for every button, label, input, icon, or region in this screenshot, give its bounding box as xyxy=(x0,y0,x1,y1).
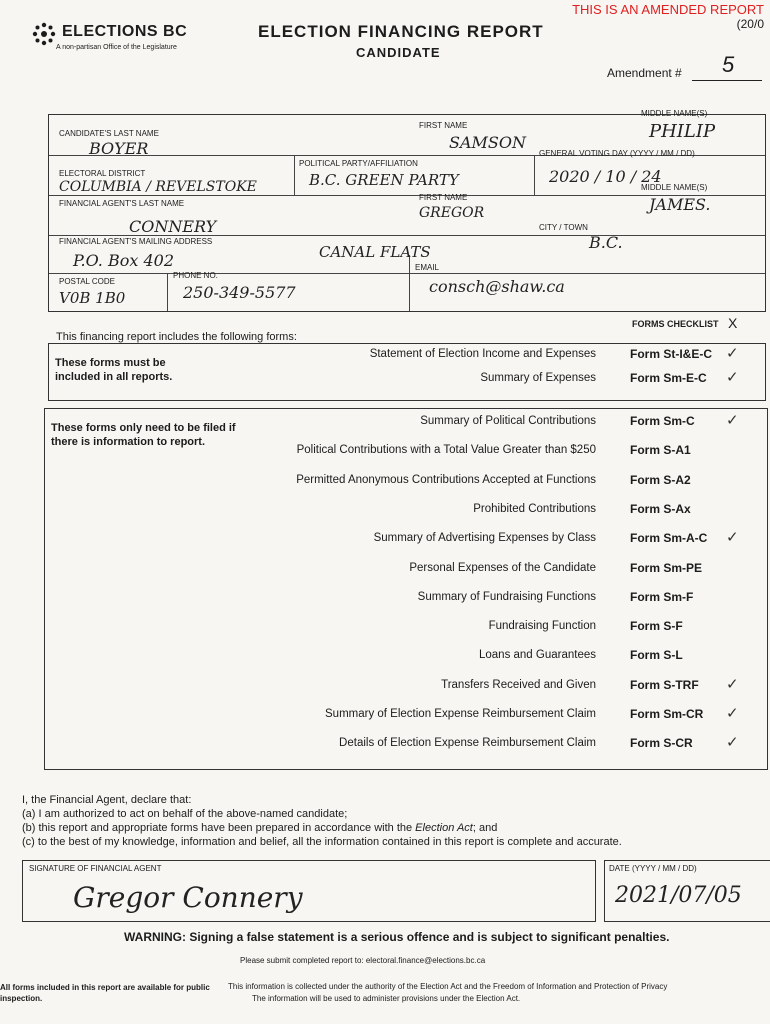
warning-text: WARNING: Signing a false statement is a serious offence and is subject to significant penalties. xyxy=(124,930,670,944)
candidate-middle-name-label: MIDDLE NAME(S) xyxy=(641,109,708,118)
postal-code-label: POSTAL CODE xyxy=(59,277,116,286)
form-row xyxy=(0,620,770,640)
form-description: Political Contributions with a Total Value Greater than $250 xyxy=(296,444,596,457)
form-row xyxy=(0,444,770,464)
form-row xyxy=(0,649,770,669)
logo-star-icon xyxy=(32,22,56,46)
form-check-mark[interactable]: ✓ xyxy=(726,675,739,693)
candidate-first-name-label: FIRST NAME xyxy=(419,121,468,130)
form-code: Form S-CR xyxy=(630,736,693,751)
form-check-mark[interactable]: ✓ xyxy=(726,734,739,752)
form-check-mark[interactable]: ✓ xyxy=(726,412,739,429)
row-divider xyxy=(49,273,765,274)
declaration-b xyxy=(22,821,497,835)
form-code: Form Sm-PE xyxy=(630,560,703,575)
agent-middle-name-label: MIDDLE NAME(S) xyxy=(641,183,708,192)
form-description: Summary of Advertising Expenses by Class xyxy=(373,532,596,545)
forms-intro: This financing report includes the following forms: xyxy=(56,331,297,343)
report-title: ELECTION FINANCING REPORT xyxy=(258,22,544,41)
form-code: Form Sm-C xyxy=(630,414,695,428)
form-code: Form Sm-CR xyxy=(630,707,704,721)
form-code: Form Sm-F xyxy=(630,589,694,604)
form-row xyxy=(0,705,770,728)
form-code: Form S-TRF xyxy=(630,677,699,692)
electoral-district-label: ELECTORAL DISTRICT xyxy=(59,169,146,178)
forms-checklist-mark: X xyxy=(728,315,738,331)
declaration-b-pre: (b) this report and appropriate forms have been prepared in accordance with the xyxy=(22,822,416,834)
declaration-b-post: ; and xyxy=(472,822,498,834)
candidate-info-box xyxy=(48,109,766,312)
declaration-b-act: Election Act xyxy=(415,822,473,834)
form-code: Form S-A1 xyxy=(630,443,691,458)
form-row xyxy=(0,345,770,368)
agent-first-name-label: FIRST NAME xyxy=(419,193,468,202)
signature-date: 2021/07/05 xyxy=(615,883,742,908)
party-label: POLITICAL PARTY/AFFILIATION xyxy=(299,159,418,168)
amendment-label: Amendment # xyxy=(607,66,682,80)
form-check-mark[interactable]: ✓ xyxy=(726,345,739,362)
logo-title: ELECTIONS BC xyxy=(62,23,188,40)
form-code: Form Sm-A-C xyxy=(630,531,708,546)
signature-box[interactable] xyxy=(22,860,596,922)
declaration-intro: I, the Financial Agent, declare that: xyxy=(22,794,192,806)
form-description: Permitted Anonymous Contributions Accepted at Functions xyxy=(296,473,596,486)
amended-notice: THIS IS AN AMENDED REPORT xyxy=(572,2,764,17)
form-code: Form S-L xyxy=(630,648,683,663)
date-box[interactable] xyxy=(604,860,770,922)
candidate-first-name[interactable]: SAMSON xyxy=(449,133,526,152)
form-row xyxy=(0,675,770,699)
form-code: Form S-F xyxy=(630,619,683,634)
col-divider xyxy=(534,155,535,195)
form-description: Transfers Received and Given xyxy=(441,678,596,691)
form-description: Summary of Expenses xyxy=(480,372,596,384)
form-code: Form S-A2 xyxy=(630,472,691,487)
submit-text: Please submit completed report to: electoral.finance@elections.bc.ca xyxy=(240,956,486,965)
agent-address-label: FINANCIAL AGENT'S MAILING ADDRESS xyxy=(59,237,213,246)
agent-middle-name[interactable]: JAMES. xyxy=(649,195,711,214)
form-check-mark[interactable]: ✓ xyxy=(726,369,739,386)
form-row xyxy=(0,529,770,552)
agent-last-name-label: FINANCIAL AGENT'S LAST NAME xyxy=(59,199,185,208)
form-row xyxy=(0,474,770,494)
form-description: Prohibited Contributions xyxy=(473,502,596,515)
date-label: DATE (YYYY / MM / DD) xyxy=(609,864,697,873)
city-label: CITY / TOWN xyxy=(539,223,588,232)
declaration-c: (c) to the best of my knowledge, information and belief, all the information contained in this report is complete and accurate. xyxy=(22,836,622,848)
required-forms-note: These forms must be included in all reports. xyxy=(55,357,173,383)
form-description: Statement of Election Income and Expenses xyxy=(369,348,596,360)
voting-day[interactable]: 2020 / 10 / 24 xyxy=(549,167,662,186)
forms-checklist-label: FORMS CHECKLIST xyxy=(632,319,719,329)
declaration-a: (a) I am authorized to act on behalf of the above-named candidate; xyxy=(22,808,348,820)
report-subtitle: CANDIDATE xyxy=(356,45,441,60)
email-label: EMAIL xyxy=(415,263,440,272)
agent-last-name[interactable]: CONNERY xyxy=(129,217,217,236)
form-description: Details of Election Expense Reimbursement Claim xyxy=(339,737,596,750)
candidate-last-name-label: CANDIDATE'S LAST NAME xyxy=(59,129,159,138)
form-code: Form S-Ax xyxy=(630,501,691,516)
phone-label: PHONE NO. xyxy=(173,271,218,280)
postal-code[interactable]: V0B 1B0 xyxy=(59,289,126,307)
electoral-district[interactable]: COLUMBIA / REVELSTOKE xyxy=(59,179,257,195)
form-description: Personal Expenses of the Candidate xyxy=(409,561,596,574)
city[interactable]: CANAL FLATS xyxy=(319,243,431,261)
form-description: Fundraising Function xyxy=(488,620,596,633)
form-row xyxy=(0,412,770,435)
form-code: Form Sm-E-C xyxy=(630,371,707,385)
form-row xyxy=(0,591,770,611)
signature: Gregor Connery xyxy=(73,881,303,914)
form-description: Summary of Political Contributions xyxy=(420,415,596,427)
candidate-last-name[interactable]: BOYER xyxy=(89,139,149,158)
form-description: Loans and Guarantees xyxy=(478,649,596,662)
amendment-value[interactable]: 5 xyxy=(722,52,735,77)
optional-forms-note: These forms only need to be filed if there is information to report. xyxy=(51,422,236,448)
privacy-text-2: The information will be used to administer provisions under the Election Act. xyxy=(252,994,521,1003)
form-code: Form St-I&E-C xyxy=(630,347,712,361)
form-check-mark[interactable]: ✓ xyxy=(726,529,739,547)
candidate-middle-name[interactable]: PHILIP xyxy=(649,121,716,142)
form-row xyxy=(0,562,770,582)
form-description: Summary of Fundraising Functions xyxy=(417,590,596,603)
amendment-line xyxy=(692,80,762,81)
amended-sub: (20/0 xyxy=(736,17,764,31)
signature-label: SIGNATURE OF FINANCIAL AGENT xyxy=(29,864,162,873)
col-divider xyxy=(167,273,168,311)
province[interactable]: B.C. xyxy=(589,233,623,252)
phone[interactable]: 250-349-5577 xyxy=(183,283,296,302)
col-divider xyxy=(409,255,410,311)
form-check-mark[interactable]: ✓ xyxy=(726,705,739,722)
agent-first-name[interactable]: GREGOR xyxy=(419,205,485,221)
voting-day-label: GENERAL VOTING DAY (YYYY / MM / DD) xyxy=(539,149,695,158)
form-description: Summary of Election Expense Reimbursement Claim xyxy=(325,708,596,720)
logo-subtitle: A non-partisan Office of the Legislature xyxy=(56,44,177,51)
public-inspection-text: All forms included in this report are available for public inspection. xyxy=(0,983,210,1003)
party[interactable]: B.C. GREEN PARTY xyxy=(309,171,459,189)
email[interactable]: consch@shaw.ca xyxy=(429,277,565,296)
col-divider xyxy=(294,155,295,195)
privacy-text: This information is collected under the authority of the Election Act and the Freedom of Information and Protection of Privacy xyxy=(228,982,668,991)
agent-address[interactable]: P.O. Box 402 xyxy=(73,251,174,270)
form-row xyxy=(0,734,770,757)
form-row xyxy=(0,503,770,523)
